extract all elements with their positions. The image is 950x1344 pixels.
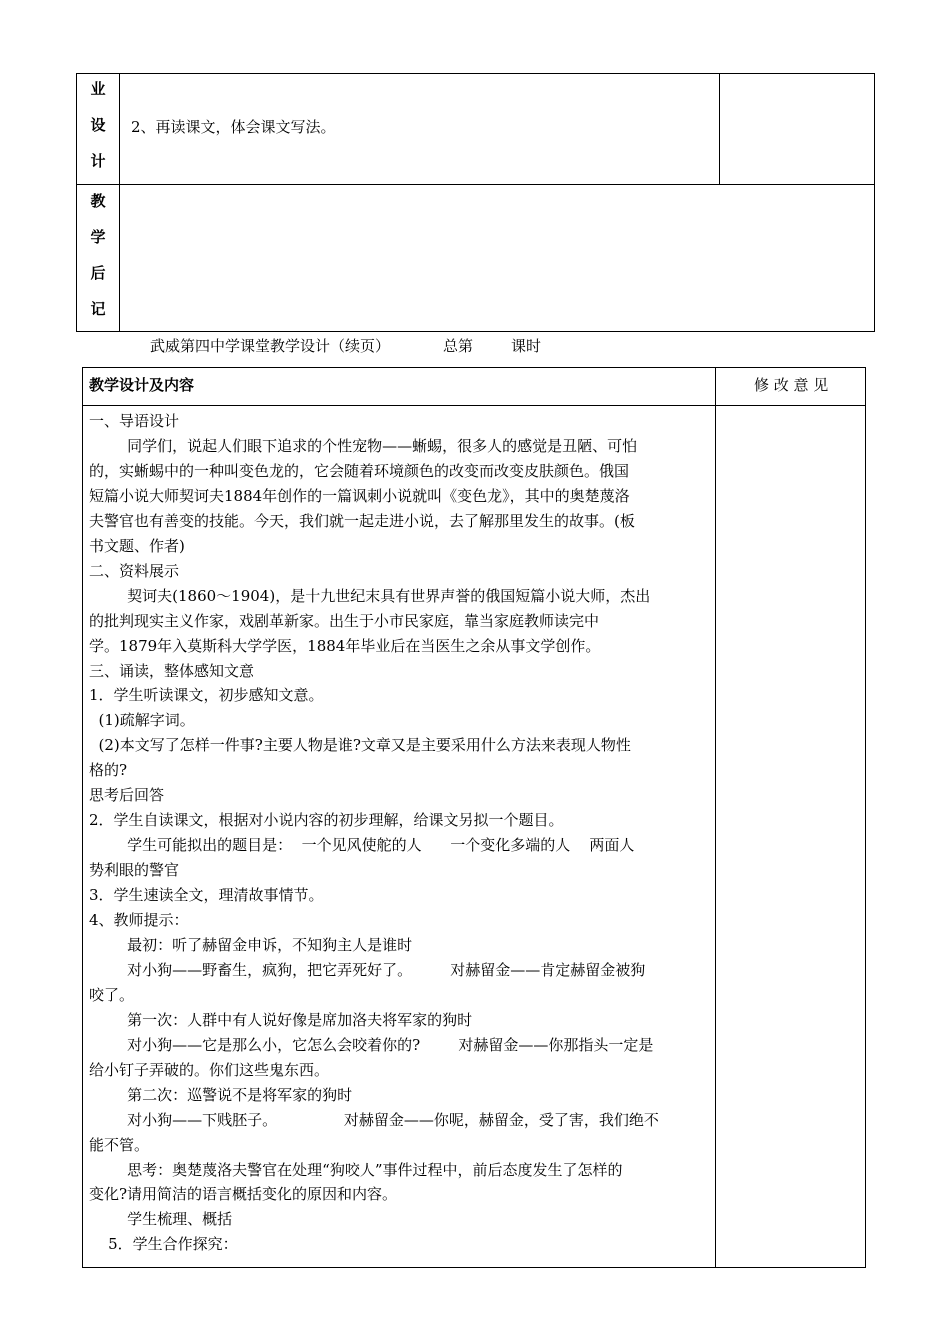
lesson-line: 的批判现实主义作家，戏剧革新家。出生于小市民家庭，靠当家庭教师读完中 bbox=[89, 612, 600, 630]
lesson-line: 能不管。 bbox=[89, 1136, 150, 1154]
side-char-jiao: 教 bbox=[90, 192, 106, 210]
side-char-ji: 计 bbox=[90, 152, 106, 170]
lesson-line: 同学们，说起人们眼下追求的个性宠物——蜥蜴，很多人的感觉是丑陋、可怕 bbox=[89, 437, 638, 455]
period-label: 课时 bbox=[511, 337, 542, 355]
lesson-line: (1)疏解字词。 bbox=[89, 711, 195, 729]
lesson-line: 4、教师提示： bbox=[89, 911, 189, 929]
lesson-line: 学。1879年入莫斯科大学学医，1884年毕业后在当医生之余从事文学创作。 bbox=[89, 637, 601, 655]
lesson-line: 最初：听了赫留金申诉，不知狗主人是谁时 bbox=[89, 936, 413, 954]
lesson-line: 给小钉子弄破的。你们这些鬼东西。 bbox=[89, 1061, 330, 1079]
lesson-line: 二、资料展示 bbox=[89, 562, 180, 580]
lesson-line: 咬了。 bbox=[89, 986, 135, 1004]
lesson-line: (2)本文写了怎样一件事?主要人物是谁?文章又是主要采用什么方法来表现人物性 bbox=[89, 736, 631, 754]
lesson-line: 学生梳理、概括 bbox=[89, 1210, 233, 1228]
side-char-hou: 后 bbox=[90, 264, 106, 282]
lesson-line: 短篇小说大师契诃夫1884年创作的一篇讽刺小说就叫《变色龙》，其中的奥楚蔑洛 bbox=[89, 487, 630, 505]
lesson-line: 3．学生速读全文，理清故事情节。 bbox=[89, 886, 324, 904]
lesson-line: 对小狗——下贱胚子。 对赫留金——你呢，赫留金，受了害，我们绝不 bbox=[89, 1111, 659, 1129]
lesson-line: 第二次：巡警说不是将军家的狗时 bbox=[89, 1086, 353, 1104]
lesson-line: 对小狗——野畜生，疯狗，把它弄死好了。 对赫留金——肯定赫留金被狗 bbox=[89, 961, 646, 979]
total-label: 总第 bbox=[443, 337, 474, 355]
lesson-line: 思考：奥楚蔑洛夫警官在处理“狗咬人”事件过程中，前后态度发生了怎样的 bbox=[89, 1161, 623, 1179]
lesson-line: 势利眼的警官 bbox=[89, 861, 180, 879]
lesson-line: 思考后回答 bbox=[89, 786, 165, 804]
side-char-ye: 业 bbox=[90, 80, 106, 98]
page-title: 武威第四中学课堂教学设计（续页） bbox=[150, 337, 391, 355]
side-char-xue: 学 bbox=[90, 228, 106, 246]
lesson-line: 夫警官也有善变的技能。今天，我们就一起走进小说，去了解那里发生的故事。(板 bbox=[89, 512, 635, 530]
lesson-line: 5．学生合作探究： bbox=[89, 1235, 238, 1253]
lesson-line: 三、诵读，整体感知文意 bbox=[89, 662, 255, 680]
design-content-header: 教学设计及内容 bbox=[89, 376, 195, 394]
lesson-line: 第一次：人群中有人说好像是席加洛夫将军家的狗时 bbox=[89, 1011, 473, 1029]
revision-header: 修 改 意 见 bbox=[754, 376, 829, 394]
lesson-line: 2．学生自读课文，根据对小说内容的初步理解，给课文另拟一个题目。 bbox=[89, 811, 564, 829]
lesson-line: 书文题、作者) bbox=[89, 537, 185, 555]
lesson-line: 的，实蜥蜴中的一种叫变色龙的，它会随着环境颜色的改变而改变皮肤颜色。俄国 bbox=[89, 462, 630, 480]
lesson-line: 一、导语设计 bbox=[89, 412, 180, 430]
lesson-line: 格的? bbox=[89, 761, 128, 779]
side-char-ji2: 记 bbox=[90, 300, 106, 318]
lesson-line: 变化?请用简洁的语言概括变化的原因和内容。 bbox=[89, 1185, 398, 1203]
lesson-line: 学生可能拟出的题目是： 一个见风使舵的人 一个变化多端的人 两面人 bbox=[89, 836, 635, 854]
lesson-line: 对小狗——它是那么小，它怎么会咬着你的? 对赫留金——你那指头一定是 bbox=[89, 1036, 654, 1054]
homework-item: 2、再读课文，体会课文写法。 bbox=[131, 118, 336, 136]
lesson-line: 契诃夫(1860～1904)，是十九世纪末具有世界声誉的俄国短篇小说大师，杰出 bbox=[89, 587, 651, 605]
lesson-line: 1．学生听读课文，初步感知文意。 bbox=[89, 686, 324, 704]
side-char-she: 设 bbox=[90, 116, 106, 134]
